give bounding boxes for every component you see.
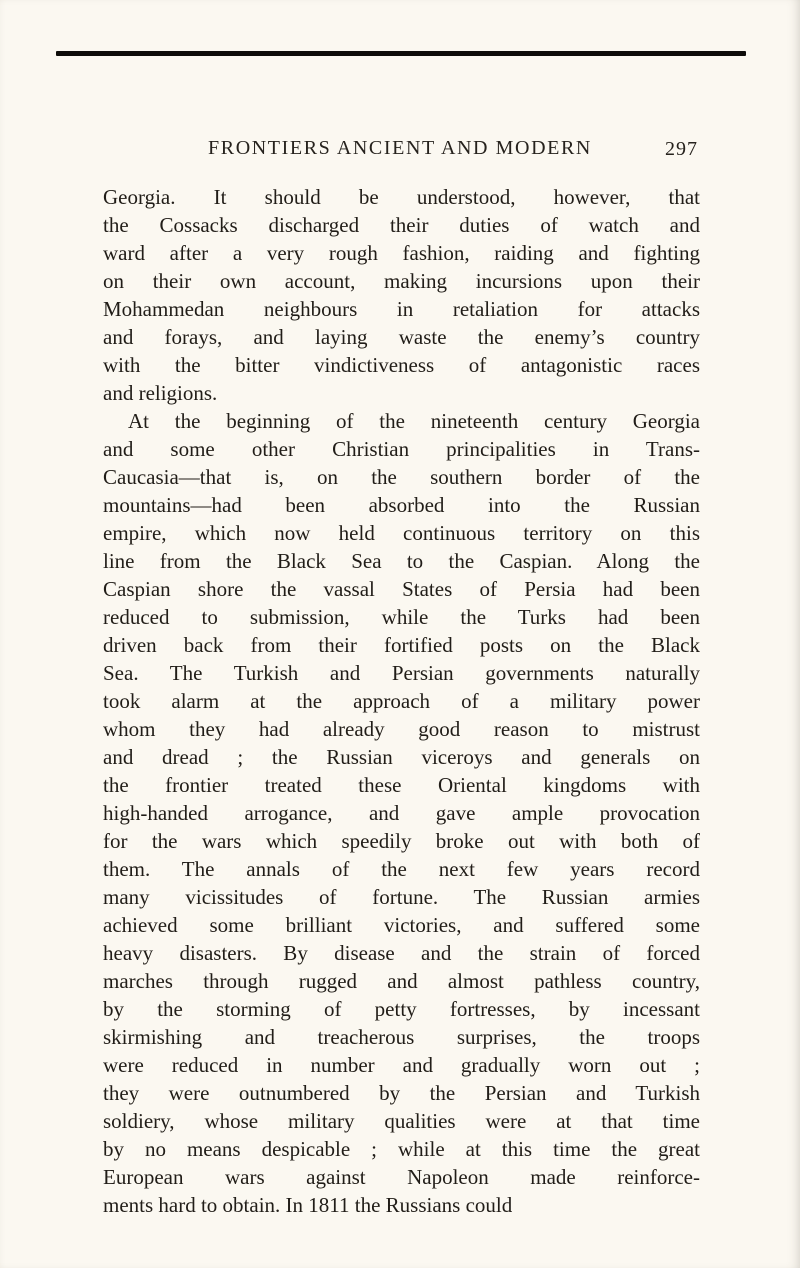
text-line: by the storming of petty fortresses, by incessant — [103, 997, 700, 1021]
text-line: with the bitter vindictiveness of antagonistic races — [103, 353, 700, 377]
text-line: the Cossacks discharged their duties of watch and — [103, 213, 700, 237]
text-line: and some other Christian principalities in Trans- — [103, 437, 700, 461]
text-line: soldiery, whose military qualities were at that time — [103, 1109, 700, 1133]
text-line: Georgia. It should be understood, however, that — [103, 185, 700, 209]
text-line: driven back from their fortified posts on the Black — [103, 633, 700, 657]
text-line: whom they had already good reason to mistrust — [103, 717, 700, 741]
paragraph-continuation — [103, 183, 700, 407]
text-line: line from the Black Sea to the Caspian. Along the — [103, 549, 700, 573]
text-line: At the beginning of the nineteenth century Georgia — [128, 409, 700, 433]
text-line: Caucasia—that is, on the southern border of the — [103, 465, 700, 489]
text-line: high-handed arrogance, and gave ample provocation — [103, 801, 700, 825]
text-line: Caspian shore the vassal States of Persia had been — [103, 577, 700, 601]
text-line: European wars against Napoleon made reinforce- — [103, 1165, 700, 1189]
text-line: and religions. — [103, 381, 218, 405]
text-line: skirmishing and treacherous surprises, the troops — [103, 1025, 700, 1049]
text-line: by no means despicable ; while at this time the great — [103, 1137, 700, 1161]
text-line: mountains—had been absorbed into the Russian — [103, 493, 700, 517]
text-line: and forays, and laying waste the enemy’s country — [103, 325, 700, 349]
text-line: marches through rugged and almost pathless country, — [103, 969, 700, 993]
paragraph — [103, 407, 700, 1219]
text-line: on their own account, making incursions upon their — [103, 269, 700, 293]
text-line: them. The annals of the next few years record — [103, 857, 700, 881]
text-line: for the wars which speedily broke out with both of — [103, 829, 700, 853]
page-number: 297 — [665, 138, 698, 160]
text-line: the frontier treated these Oriental kingdoms with — [103, 773, 700, 797]
text-line: heavy disasters. By disease and the strain of forced — [103, 941, 700, 965]
text-line: achieved some brilliant victories, and suffered some — [103, 913, 700, 937]
text-line: reduced to submission, while the Turks had been — [103, 605, 700, 629]
text-line: ward after a very rough fashion, raiding and fighting — [103, 241, 700, 265]
text-line: many vicissitudes of fortune. The Russian armies — [103, 885, 700, 909]
text-line: empire, which now held continuous territory on this — [103, 521, 700, 545]
chapter-title: FRONTIERS ANCIENT AND MODERN — [208, 137, 592, 159]
text-line: and dread ; the Russian viceroys and generals on — [103, 745, 700, 769]
text-line: were reduced in number and gradually worn out ; — [103, 1053, 700, 1077]
text-line: took alarm at the approach of a military power — [103, 689, 700, 713]
text-line: Mohammedan neighbours in retaliation for attacks — [103, 297, 700, 321]
text-line: Sea. The Turkish and Persian governments naturally — [103, 661, 700, 685]
running-head — [100, 137, 700, 160]
text-line: they were outnumbered by the Persian and Turkish — [103, 1081, 700, 1105]
text-block — [103, 183, 700, 1219]
text-line: ments hard to obtain. In 1811 the Russians could — [103, 1193, 513, 1217]
top-rule — [56, 51, 746, 56]
